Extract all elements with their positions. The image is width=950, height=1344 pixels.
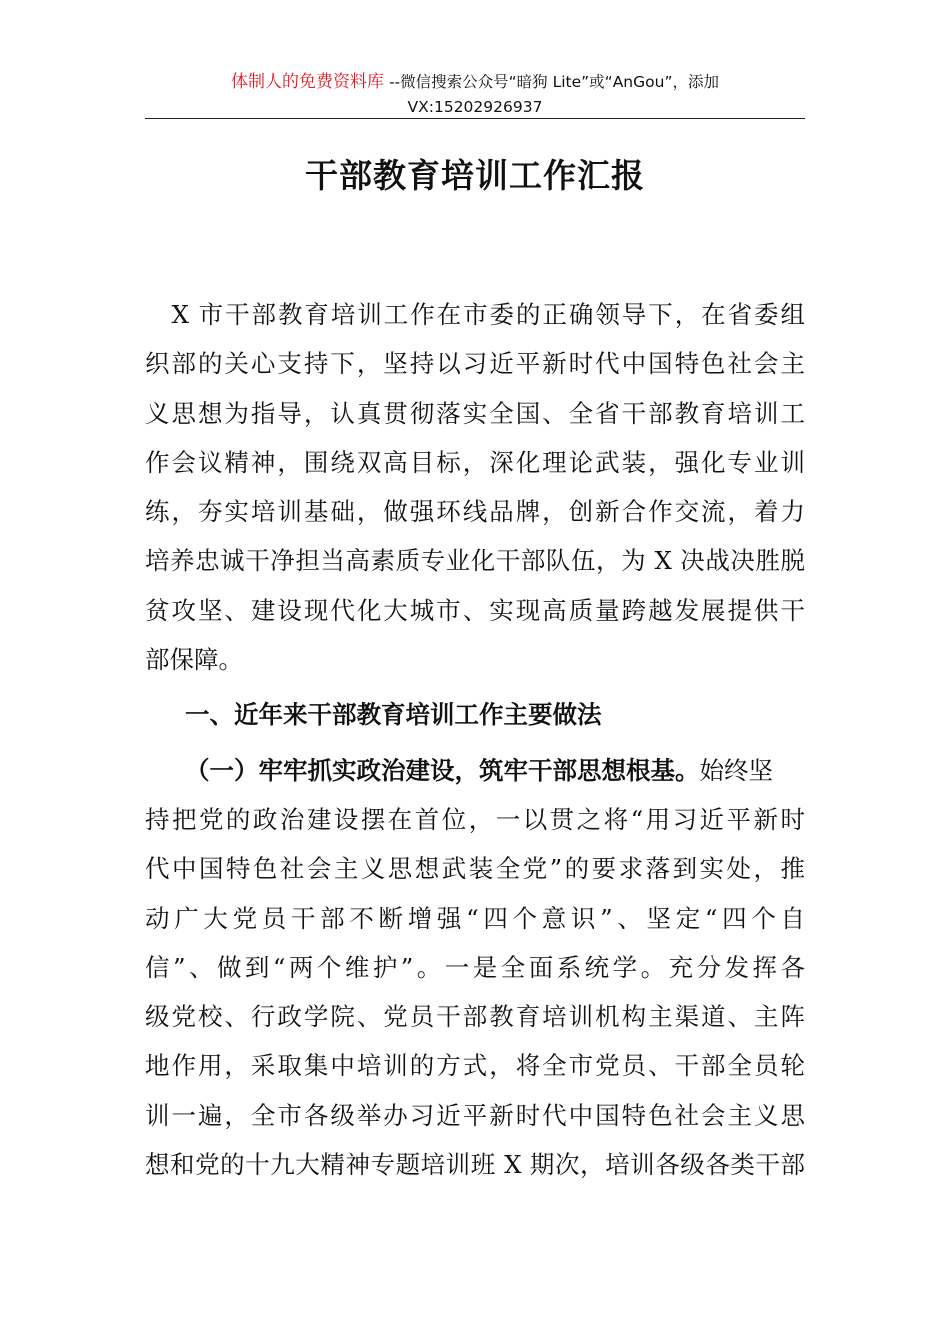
para2-line: 地作用，采取集中培训的方式，将全市党员、干部全员轮 bbox=[145, 1051, 805, 1081]
para2-line: 代中国特色社会主义思想武装全党”的要求落到实处，推 bbox=[145, 854, 805, 884]
para2-line: 想和党的十九大精神专题培训班 X 期次，培训各级各类干部 bbox=[145, 1150, 805, 1180]
para1-line: 义思想为指导，认真贯彻落实全国、全省干部教育培训工 bbox=[145, 398, 805, 428]
para1-line: X 市干部教育培训工作在市委的正确领导下，在省委组 bbox=[145, 300, 805, 329]
para2-line: 信”、做到“两个维护”。一是全面系统学。充分发挥各 bbox=[145, 952, 805, 982]
para2-line: 级党校、行政学院、党员干部教育培训机构主渠道、主阵 bbox=[145, 1002, 805, 1032]
header-brand: 体制人的免费资料库 bbox=[231, 72, 385, 92]
para2-line: 动广大党员干部不断增强“四个意识”、坚定“四个自 bbox=[145, 903, 805, 933]
para2-line: 训一遍，全市各级举办习近平新时代中国特色社会主义思 bbox=[145, 1100, 805, 1130]
watermark-header bbox=[145, 70, 805, 120]
header-line-1 bbox=[145, 70, 805, 95]
header-divider bbox=[145, 118, 805, 119]
document-title: 干部教育培训工作汇报 bbox=[305, 156, 645, 195]
section-heading: 一、近年来干部教育培训工作主要做法 bbox=[185, 700, 602, 730]
para1-line: 培养忠诚干净担当高素质专业化干部队伍，为 X 决战决胜脱 bbox=[145, 546, 805, 576]
header-tagline: --微信搜索公众号“暗狗 Lite”或“AnGou”，添加 bbox=[384, 73, 719, 91]
para1-line: 练，夯实培训基础，做强环线品牌，创新合作交流，着力 bbox=[145, 497, 805, 527]
subsection-heading: （一）牢牢抓实政治建设，筑牢干部思想根基。 bbox=[185, 755, 700, 785]
para2-lead-rest: 始终坚 bbox=[699, 755, 773, 785]
para1-line: 贫攻坚、建设现代化大城市、实现高质量跨越发展提供干 bbox=[145, 595, 805, 625]
para1-line: 作会议精神，围绕双高目标，深化理论武装，强化专业训 bbox=[145, 447, 805, 477]
para2-first-line bbox=[145, 746, 805, 795]
document-body bbox=[145, 290, 805, 1189]
header-contact: VX:15202926937 bbox=[407, 98, 543, 116]
para2-line: 持把党的政治建设摆在首位，一以贯之将“用习近平新时 bbox=[145, 804, 805, 834]
para1-line: 部保障。 bbox=[145, 645, 243, 675]
para1-line: 织部的关心支持下，坚持以习近平新时代中国特色社会主 bbox=[145, 349, 805, 379]
